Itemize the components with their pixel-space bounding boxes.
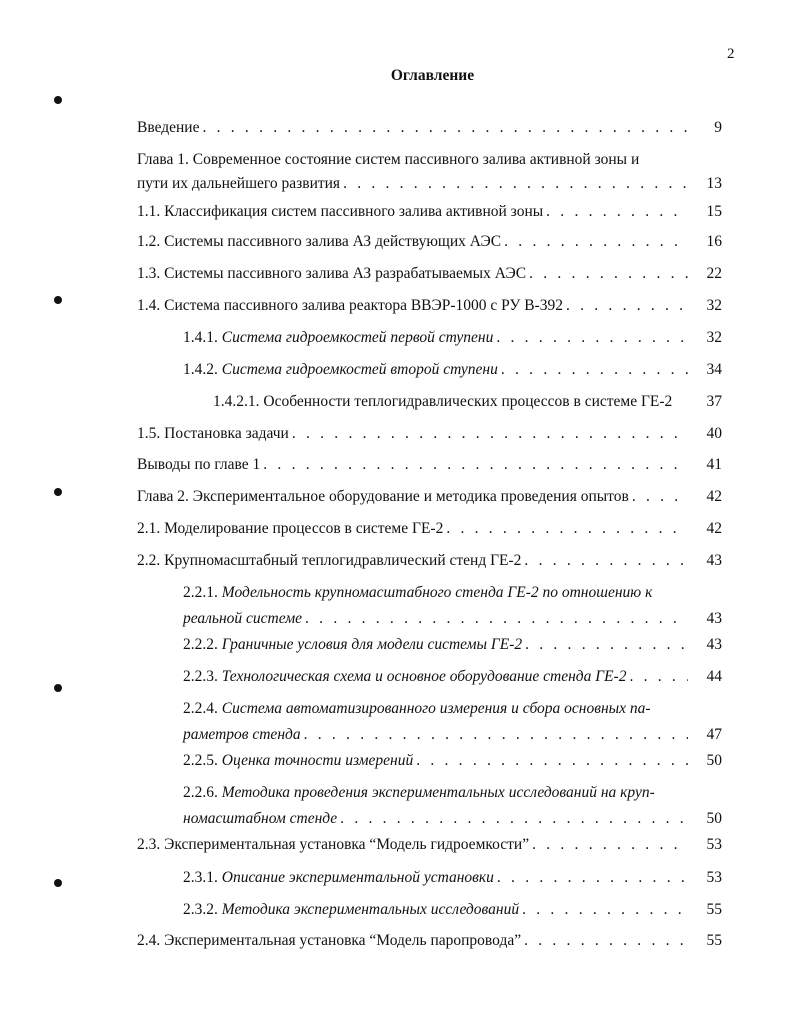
- toc-entry[interactable]: [183, 783, 722, 803]
- toc-entry-title: [137, 232, 501, 252]
- toc-entry-text: Методика экспериментальных исследований: [221, 901, 520, 918]
- toc-entry[interactable]: [183, 635, 722, 655]
- toc-entry-number: 2.2.2.: [183, 636, 222, 653]
- toc-entry-title: [137, 519, 443, 539]
- toc-entry-continued[interactable]: [183, 809, 722, 829]
- toc-page-number: 37: [706, 393, 722, 410]
- toc-page-number: 42: [706, 488, 722, 505]
- toc-entry-title: [137, 487, 629, 507]
- toc-entry-title: [183, 328, 493, 348]
- toc-page-number: 32: [706, 329, 722, 346]
- toc-entry-title: [137, 150, 639, 170]
- toc-entry-title: [137, 455, 260, 475]
- toc-entry-title: [137, 551, 521, 571]
- toc-entry-title: [137, 118, 199, 138]
- toc-entry-title: [183, 783, 655, 803]
- toc-page-number: 53: [706, 869, 722, 886]
- toc-entry-text: 2.1. Моделирование процессов в системе ГЕ-2: [137, 520, 444, 537]
- toc-entry-text: Описание экспериментальной установки: [221, 869, 494, 886]
- toc-entry-text: Модельность крупномасштабного стенда ГЕ-2 по отношению к: [221, 584, 653, 601]
- leader-dots: [498, 360, 688, 380]
- toc-entry-number: 2.2.5.: [183, 752, 222, 769]
- leader-dots: [443, 519, 688, 539]
- toc-entry[interactable]: [137, 931, 722, 951]
- toc-entry[interactable]: [183, 900, 722, 920]
- toc-entry-text: 1.2. Системы пассивного залива АЗ действующих АЭС: [137, 233, 502, 250]
- page-title: Оглавление: [390, 67, 475, 84]
- toc-page-number: 43: [706, 552, 722, 569]
- toc-entry-text: Система гидроемкостей второй ступени: [221, 361, 498, 378]
- scan-smudge-icon: [54, 296, 62, 304]
- leader-dots: [521, 551, 688, 571]
- toc-entry-text: 1.3. Системы пассивного залива АЗ разрабатываемых АЭС: [137, 265, 527, 282]
- toc-page-number: 22: [706, 265, 722, 282]
- toc-entry[interactable]: [183, 667, 722, 687]
- leader-dots: [340, 174, 688, 194]
- toc-entry-title: [183, 725, 301, 745]
- toc-entry-title: [183, 751, 413, 771]
- toc-page-number: 42: [706, 520, 722, 537]
- toc-entry-number: 2.3.2.: [183, 901, 222, 918]
- toc-entry-title: [183, 809, 337, 829]
- toc-page-number: 13: [706, 175, 722, 192]
- toc-entry[interactable]: [137, 150, 722, 170]
- toc-entry-number: 1.4.1.: [183, 329, 222, 346]
- toc-entry-text: 2.4. Экспериментальная установка “Модель паропровода”: [137, 932, 522, 949]
- toc-entry-text: Оценка точности измерений: [221, 752, 414, 769]
- toc-entry[interactable]: [183, 328, 722, 348]
- leader-dots: [260, 455, 688, 475]
- toc-entry-text: реальной системе: [183, 610, 303, 627]
- toc-entry-title: [183, 609, 302, 629]
- toc-entry-text: пути их дальнейшего развития: [137, 175, 341, 192]
- scan-smudge-icon: [54, 96, 62, 104]
- toc-entry-title: [137, 296, 563, 316]
- toc-entry-title: [183, 360, 498, 380]
- toc-entry-title: [183, 583, 652, 603]
- leader-dots: [289, 424, 688, 444]
- toc-entry[interactable]: [137, 202, 722, 222]
- scan-smudge-icon: [54, 879, 62, 887]
- leader-dots: [519, 900, 688, 920]
- toc-entry[interactable]: [183, 360, 722, 380]
- toc-entry-continued[interactable]: [183, 609, 722, 629]
- toc-page-number: 43: [706, 636, 722, 653]
- leader-dots: [501, 232, 688, 252]
- toc-page-number: 41: [706, 456, 722, 473]
- toc-entry[interactable]: [137, 264, 722, 284]
- toc-page-number: 9: [714, 119, 722, 136]
- toc-entry[interactable]: [137, 296, 722, 316]
- toc-entry-text: 2.2. Крупномасштабный теплогидравлический стенд ГЕ-2: [137, 552, 522, 569]
- toc-page-number: 55: [706, 932, 722, 949]
- toc-entry-title: [137, 264, 526, 284]
- leader-dots: [494, 868, 688, 888]
- toc-entry-title: [183, 900, 519, 920]
- toc-entry-continued[interactable]: [183, 725, 722, 745]
- toc-entry[interactable]: [137, 424, 722, 444]
- toc-entry-title: [137, 174, 340, 194]
- toc-page-number: 43: [706, 610, 722, 627]
- toc-entry[interactable]: [213, 392, 722, 412]
- toc-entry-number: 2.2.3.: [183, 668, 222, 685]
- toc-entry-text: 2.3. Экспериментальная установка “Модель гидроемкости”: [137, 836, 530, 853]
- leader-dots: [563, 296, 688, 316]
- toc-entry-text: Глава 1. Современное состояние систем пассивного залива активной зоны и: [137, 151, 640, 168]
- toc-page-number: 55: [706, 901, 722, 918]
- toc-entry-text: Граничные условия для модели системы ГЕ-2: [221, 636, 523, 653]
- toc-entry-text: Выводы по главе 1: [137, 456, 261, 473]
- toc-entry-text: 1.5. Постановка задачи: [137, 425, 289, 442]
- toc-entry-continued[interactable]: [137, 174, 722, 194]
- toc-entry[interactable]: [183, 699, 722, 719]
- toc-entry-text: номасштабном стенде: [183, 810, 338, 827]
- toc-entry-title: [183, 635, 522, 655]
- toc-entry-text: 1.4.2.1. Особенности теплогидравлических процессов в системе ГЕ-2: [213, 393, 673, 410]
- toc-page-number: 16: [706, 233, 722, 250]
- toc-entry-number: 2.3.1.: [183, 869, 222, 886]
- leader-dots: [529, 835, 688, 855]
- toc-entry[interactable]: [137, 551, 722, 571]
- leader-dots: [493, 328, 688, 348]
- toc-entry-title: [137, 424, 289, 444]
- toc-page-number: 44: [706, 668, 722, 685]
- toc-page-number: 15: [706, 203, 722, 220]
- toc-entry-title: [183, 699, 651, 719]
- leader-dots: [301, 725, 688, 745]
- toc-entry[interactable]: [137, 519, 722, 539]
- toc-entry[interactable]: [137, 232, 722, 252]
- toc-entry-text: Глава 2. Экспериментальное оборудование и методика проведения опытов: [137, 488, 629, 505]
- toc-entry-title: [137, 835, 529, 855]
- leader-dots: [626, 667, 688, 687]
- leader-dots: [413, 751, 688, 771]
- toc-entry[interactable]: [183, 868, 722, 888]
- toc-entry[interactable]: [183, 583, 722, 603]
- toc-entry-text: Методика проведения экспериментальных исследований на круп-: [221, 784, 655, 801]
- toc-entry-title: [183, 868, 494, 888]
- leader-dots: [672, 392, 688, 412]
- toc-entry[interactable]: [137, 835, 722, 855]
- toc-entry-text: 1.1. Классификация систем пассивного залива активной зоны: [137, 203, 544, 220]
- leader-dots: [522, 635, 688, 655]
- toc-page-number: 50: [706, 810, 722, 827]
- toc-entry[interactable]: [183, 751, 722, 771]
- leader-dots: [526, 264, 688, 284]
- toc-entry-title: [213, 392, 672, 412]
- toc-page-number: 53: [706, 836, 722, 853]
- toc-entry[interactable]: [137, 487, 722, 507]
- leader-dots: [337, 809, 688, 829]
- scan-smudge-icon: [54, 684, 62, 692]
- toc-page-number: 50: [706, 752, 722, 769]
- toc-page-number: 47: [706, 726, 722, 743]
- toc-page-number: 32: [706, 297, 722, 314]
- toc-entry-number: 2.2.4.: [183, 700, 222, 717]
- toc-page-number: 34: [706, 361, 722, 378]
- leader-dots: [629, 487, 688, 507]
- toc-entry-title: [137, 931, 521, 951]
- leader-dots: [521, 931, 688, 951]
- toc-entry-title: [137, 202, 543, 222]
- scan-smudge-icon: [54, 488, 62, 496]
- leader-dots: [543, 202, 688, 222]
- toc-entry[interactable]: [137, 455, 722, 475]
- leader-dots: [199, 118, 688, 138]
- toc-entry-number: 2.2.1.: [183, 584, 222, 601]
- toc-entry-number: 2.2.6.: [183, 784, 222, 801]
- page-number: 2: [727, 46, 735, 62]
- toc-entry-text: Система гидроемкостей первой ступени: [221, 329, 494, 346]
- toc-entry[interactable]: [137, 118, 722, 138]
- toc-entry-text: Технологическая схема и основное оборудование стенда ГЕ-2: [221, 668, 627, 685]
- toc-entry-text: 1.4. Система пассивного залива реактора ВВЭР-1000 с РУ В-392: [137, 297, 563, 314]
- toc-entry-title: [183, 667, 626, 687]
- leader-dots: [302, 609, 688, 629]
- toc-entry-text: Система автоматизированного измерения и сбора основных па-: [221, 700, 651, 717]
- toc-entry-text: Введение: [137, 119, 200, 136]
- toc-entry-number: 1.4.2.: [183, 361, 222, 378]
- toc-entry-text: раметров стенда: [183, 726, 301, 743]
- toc-page-number: 40: [706, 425, 722, 442]
